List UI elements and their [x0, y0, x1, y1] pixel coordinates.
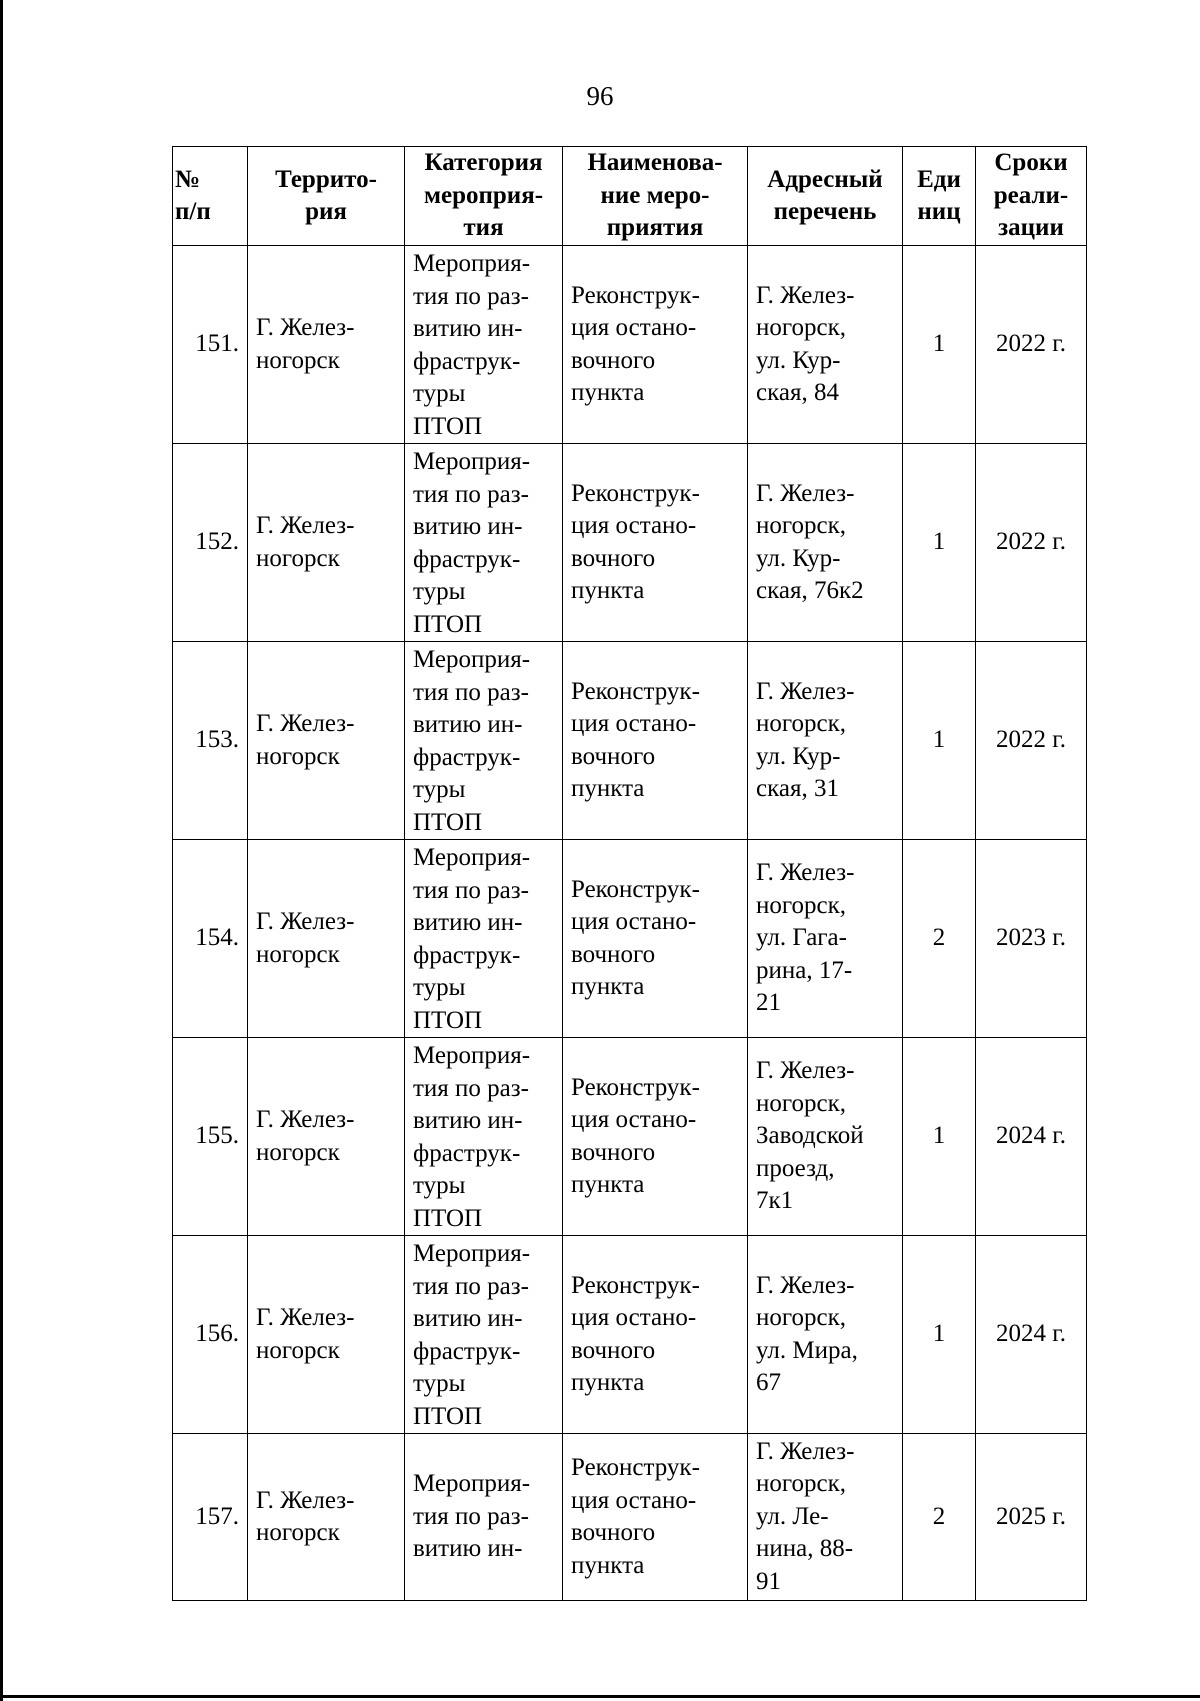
table-row	[173, 840, 1087, 1038]
row-terms: 2022 г.	[976, 444, 1087, 642]
row-category: Мероприя- тия по раз- витию ин- фраструк- туры ПТОП	[405, 642, 563, 840]
row-terms: 2022 г.	[976, 246, 1087, 444]
row-terms: 2022 г.	[976, 642, 1087, 840]
row-address: Г. Желез- ногорск, ул. Кур- ская, 31	[748, 642, 903, 840]
row-address: Г. Желез- ногорск, ул. Кур- ская, 76к2	[748, 444, 903, 642]
table-header-row	[173, 147, 1087, 246]
table-row	[173, 642, 1087, 840]
row-address: Г. Желез- ногорск, ул. Кур- ская, 84	[748, 246, 903, 444]
row-measure-name: Реконструк- ция остано- вочного пункта	[563, 1236, 748, 1434]
table-row	[173, 1038, 1087, 1236]
row-territory: Г. Желез- ногорск	[248, 1236, 405, 1434]
table-row	[173, 444, 1087, 642]
row-territory: Г. Желез- ногорск	[248, 1434, 405, 1601]
table-row	[173, 1236, 1087, 1434]
row-units: 1	[903, 246, 976, 444]
row-units: 2	[903, 1434, 976, 1601]
row-address: Г. Желез- ногорск, ул. Мира, 67	[748, 1236, 903, 1434]
row-units: 1	[903, 444, 976, 642]
row-measure-name: Реконструк- ция остано- вочного пункта	[563, 246, 748, 444]
row-category: Мероприя- тия по раз- витию ин- фраструк- туры ПТОП	[405, 444, 563, 642]
header-number: № п/п	[173, 147, 248, 246]
header-terms: Сроки реали- зации	[976, 147, 1087, 246]
row-number: 156.	[173, 1236, 248, 1434]
header-measure-name: Наименова- ние меро- приятия	[563, 147, 748, 246]
row-territory: Г. Желез- ногорск	[248, 840, 405, 1038]
row-territory: Г. Желез- ногорск	[248, 1038, 405, 1236]
row-measure-name: Реконструк- ция остано- вочного пункта	[563, 1434, 748, 1601]
row-territory: Г. Желез- ногорск	[248, 246, 405, 444]
row-category: Мероприя- тия по раз- витию ин-	[405, 1434, 563, 1601]
row-number: 154.	[173, 840, 248, 1038]
row-category: Мероприя- тия по раз- витию ин- фраструк- туры ПТОП	[405, 246, 563, 444]
page-number: 96	[586, 81, 614, 111]
row-category: Мероприя- тия по раз- витию ин- фраструк- туры ПТОП	[405, 1038, 563, 1236]
row-terms: 2025 г.	[976, 1434, 1087, 1601]
row-number: 155.	[173, 1038, 248, 1236]
row-measure-name: Реконструк- ция остано- вочного пункта	[563, 840, 748, 1038]
header-territory: Террито- рия	[248, 147, 405, 246]
table-row	[173, 246, 1087, 444]
page-left-edge	[0, 0, 3, 1701]
row-measure-name: Реконструк- ция остано- вочного пункта	[563, 1038, 748, 1236]
row-address: Г. Желез- ногорск, Заводской проезд, 7к1	[748, 1038, 903, 1236]
row-units: 2	[903, 840, 976, 1038]
row-category: Мероприя- тия по раз- витию ин- фраструк- туры ПТОП	[405, 1236, 563, 1434]
row-units: 1	[903, 642, 976, 840]
header-category: Категория мероприя- тия	[405, 147, 563, 246]
row-number: 153.	[173, 642, 248, 840]
row-measure-name: Реконструк- ция остано- вочного пункта	[563, 444, 748, 642]
table-row	[173, 1434, 1087, 1601]
page-bottom-edge	[0, 1695, 1200, 1698]
row-territory: Г. Желез- ногорск	[248, 444, 405, 642]
header-units: Еди ниц	[903, 147, 976, 246]
row-address: Г. Желез- ногорск, ул. Ле- нина, 88- 91	[748, 1434, 903, 1601]
row-category: Мероприя- тия по раз- витию ин- фраструк- туры ПТОП	[405, 840, 563, 1038]
row-terms: 2023 г.	[976, 840, 1087, 1038]
row-address: Г. Желез- ногорск, ул. Гага- рина, 17- 21	[748, 840, 903, 1038]
row-units: 1	[903, 1038, 976, 1236]
row-number: 157.	[173, 1434, 248, 1601]
row-measure-name: Реконструк- ция остано- вочного пункта	[563, 642, 748, 840]
row-number: 152.	[173, 444, 248, 642]
row-units: 1	[903, 1236, 976, 1434]
row-number: 151.	[173, 246, 248, 444]
row-terms: 2024 г.	[976, 1038, 1087, 1236]
row-territory: Г. Желез- ногорск	[248, 642, 405, 840]
row-terms: 2024 г.	[976, 1236, 1087, 1434]
measures-table	[172, 146, 1087, 1601]
header-address-list: Адресный перечень	[748, 147, 903, 246]
